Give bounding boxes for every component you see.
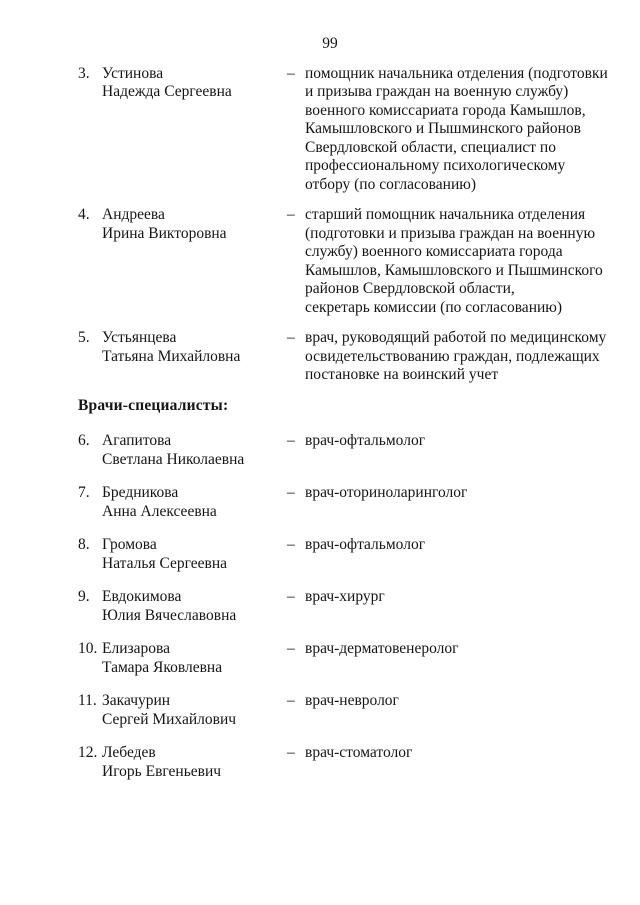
text-line: Лебедев	[102, 744, 156, 761]
doctor-specialty	[305, 588, 640, 625]
list-item	[76, 588, 640, 625]
doctors-list	[0, 432, 640, 781]
text-line: Надежда Сергеевна	[102, 83, 232, 100]
text-line: секретарь комиссии (по согласованию)	[305, 298, 563, 316]
text-line: Елизарова	[102, 640, 170, 657]
item-number: 4.	[78, 206, 90, 223]
text-line: отбору (по согласованию)	[305, 175, 476, 193]
text-line: врач-стоматолог	[305, 744, 413, 761]
text-line: врач-невролог	[305, 692, 399, 709]
dash-separator: –	[287, 329, 295, 346]
dash-separator: –	[287, 588, 295, 605]
text-line: врач-дерматовенеролог	[305, 640, 459, 657]
text-line: Камышлов, Камышловского и Пышминского	[305, 261, 603, 279]
list-item	[76, 484, 640, 521]
item-number: 3.	[78, 64, 90, 82]
dash-separator: –	[287, 692, 295, 709]
text-line: старший помощник начальника отделения	[305, 206, 586, 223]
item-number: 6.	[78, 432, 90, 449]
text-line: профессиональному психологическому	[305, 157, 566, 174]
text-line: службу) военного комиссариата города	[305, 243, 563, 260]
text-line: Андреева	[102, 206, 165, 223]
doctor-specialty	[305, 744, 640, 781]
text-line: военного комиссариата города Камышлов,	[305, 101, 586, 119]
member-role	[305, 65, 640, 195]
text-line: Сергей Михайлович	[102, 710, 237, 728]
list-item	[76, 536, 640, 573]
item-number: 9.	[78, 588, 90, 605]
item-number: 10.	[78, 640, 98, 657]
text-line: врач-офтальмолог	[305, 536, 426, 553]
doctor-name	[102, 692, 287, 729]
text-line: освидетельствованию граждан, подлежащих	[305, 347, 600, 365]
text-line: Свердловской области, специалист по	[305, 138, 556, 156]
doctor-name	[102, 536, 287, 573]
text-line: постановке на воинский учет	[305, 366, 499, 383]
dash-separator: –	[287, 484, 295, 501]
doctor-name	[102, 588, 287, 625]
dash-separator: –	[287, 206, 295, 223]
list-item	[76, 329, 640, 385]
text-line: Закачурин	[102, 692, 171, 709]
text-line: Камышловского и Пышминского районов	[305, 120, 581, 137]
commission-members-list	[0, 65, 640, 385]
member-name	[102, 206, 287, 317]
text-line: Тамара Яковлевна	[102, 658, 223, 676]
member-role	[305, 329, 640, 385]
text-line: Агапитова	[102, 432, 172, 449]
text-line: врач-хирург	[305, 588, 385, 605]
doctor-specialty	[305, 432, 640, 469]
text-line: Бредникова	[102, 484, 179, 501]
text-line: Громова	[102, 536, 157, 553]
list-item	[76, 744, 640, 781]
item-number: 11.	[78, 692, 97, 709]
item-number: 5.	[78, 329, 90, 346]
item-number: 12.	[78, 744, 98, 761]
item-number: 7.	[78, 484, 90, 501]
text-line: врач-офтальмолог	[305, 432, 426, 449]
doctor-specialty	[305, 484, 640, 521]
dash-separator: –	[287, 744, 295, 761]
section-heading: Врачи-специалисты:	[78, 396, 229, 414]
text-line: и призыва граждан на военную службу)	[305, 83, 569, 100]
member-role	[305, 206, 640, 317]
doctor-name	[102, 640, 287, 677]
text-line: (подготовки и призыва граждан на военную	[305, 224, 596, 242]
text-line: Наталья Сергеевна	[102, 554, 228, 572]
dash-separator: –	[287, 64, 295, 82]
list-item	[76, 65, 640, 195]
doctor-specialty	[305, 640, 640, 677]
text-line: Устинова	[102, 64, 164, 82]
text-line: Игорь Евгеньевич	[102, 762, 222, 780]
item-number: 8.	[78, 536, 90, 553]
member-name	[102, 329, 287, 385]
dash-separator: –	[287, 432, 295, 449]
dash-separator: –	[287, 536, 295, 553]
text-line: Анна Алексеевна	[102, 502, 217, 520]
text-line: районов Свердловской области,	[305, 280, 515, 297]
member-name	[102, 65, 287, 195]
text-line: помощник начальника отделения (подготовки	[305, 64, 608, 82]
doctor-name	[102, 484, 287, 521]
text-line: врач-оториноларинголог	[305, 484, 468, 501]
page-number: 99	[322, 35, 338, 52]
text-line: Устьянцева	[102, 329, 177, 346]
list-item	[76, 692, 640, 729]
text-line: Светлана Николаевна	[102, 450, 245, 468]
text-line: Евдокимова	[102, 588, 182, 605]
list-item	[76, 432, 640, 469]
list-item	[76, 640, 640, 677]
doctor-specialty	[305, 692, 640, 729]
list-item	[76, 206, 640, 317]
dash-separator: –	[287, 640, 295, 657]
text-line: Юлия Вячеславовна	[102, 606, 237, 624]
text-line: Татьяна Михайловна	[102, 347, 241, 365]
text-line: врач, руководящий работой по медицинскому	[305, 329, 607, 346]
doctor-name	[102, 744, 287, 781]
text-line: Ирина Викторовна	[102, 224, 227, 242]
doctor-name	[102, 432, 287, 469]
doctor-specialty	[305, 536, 640, 573]
